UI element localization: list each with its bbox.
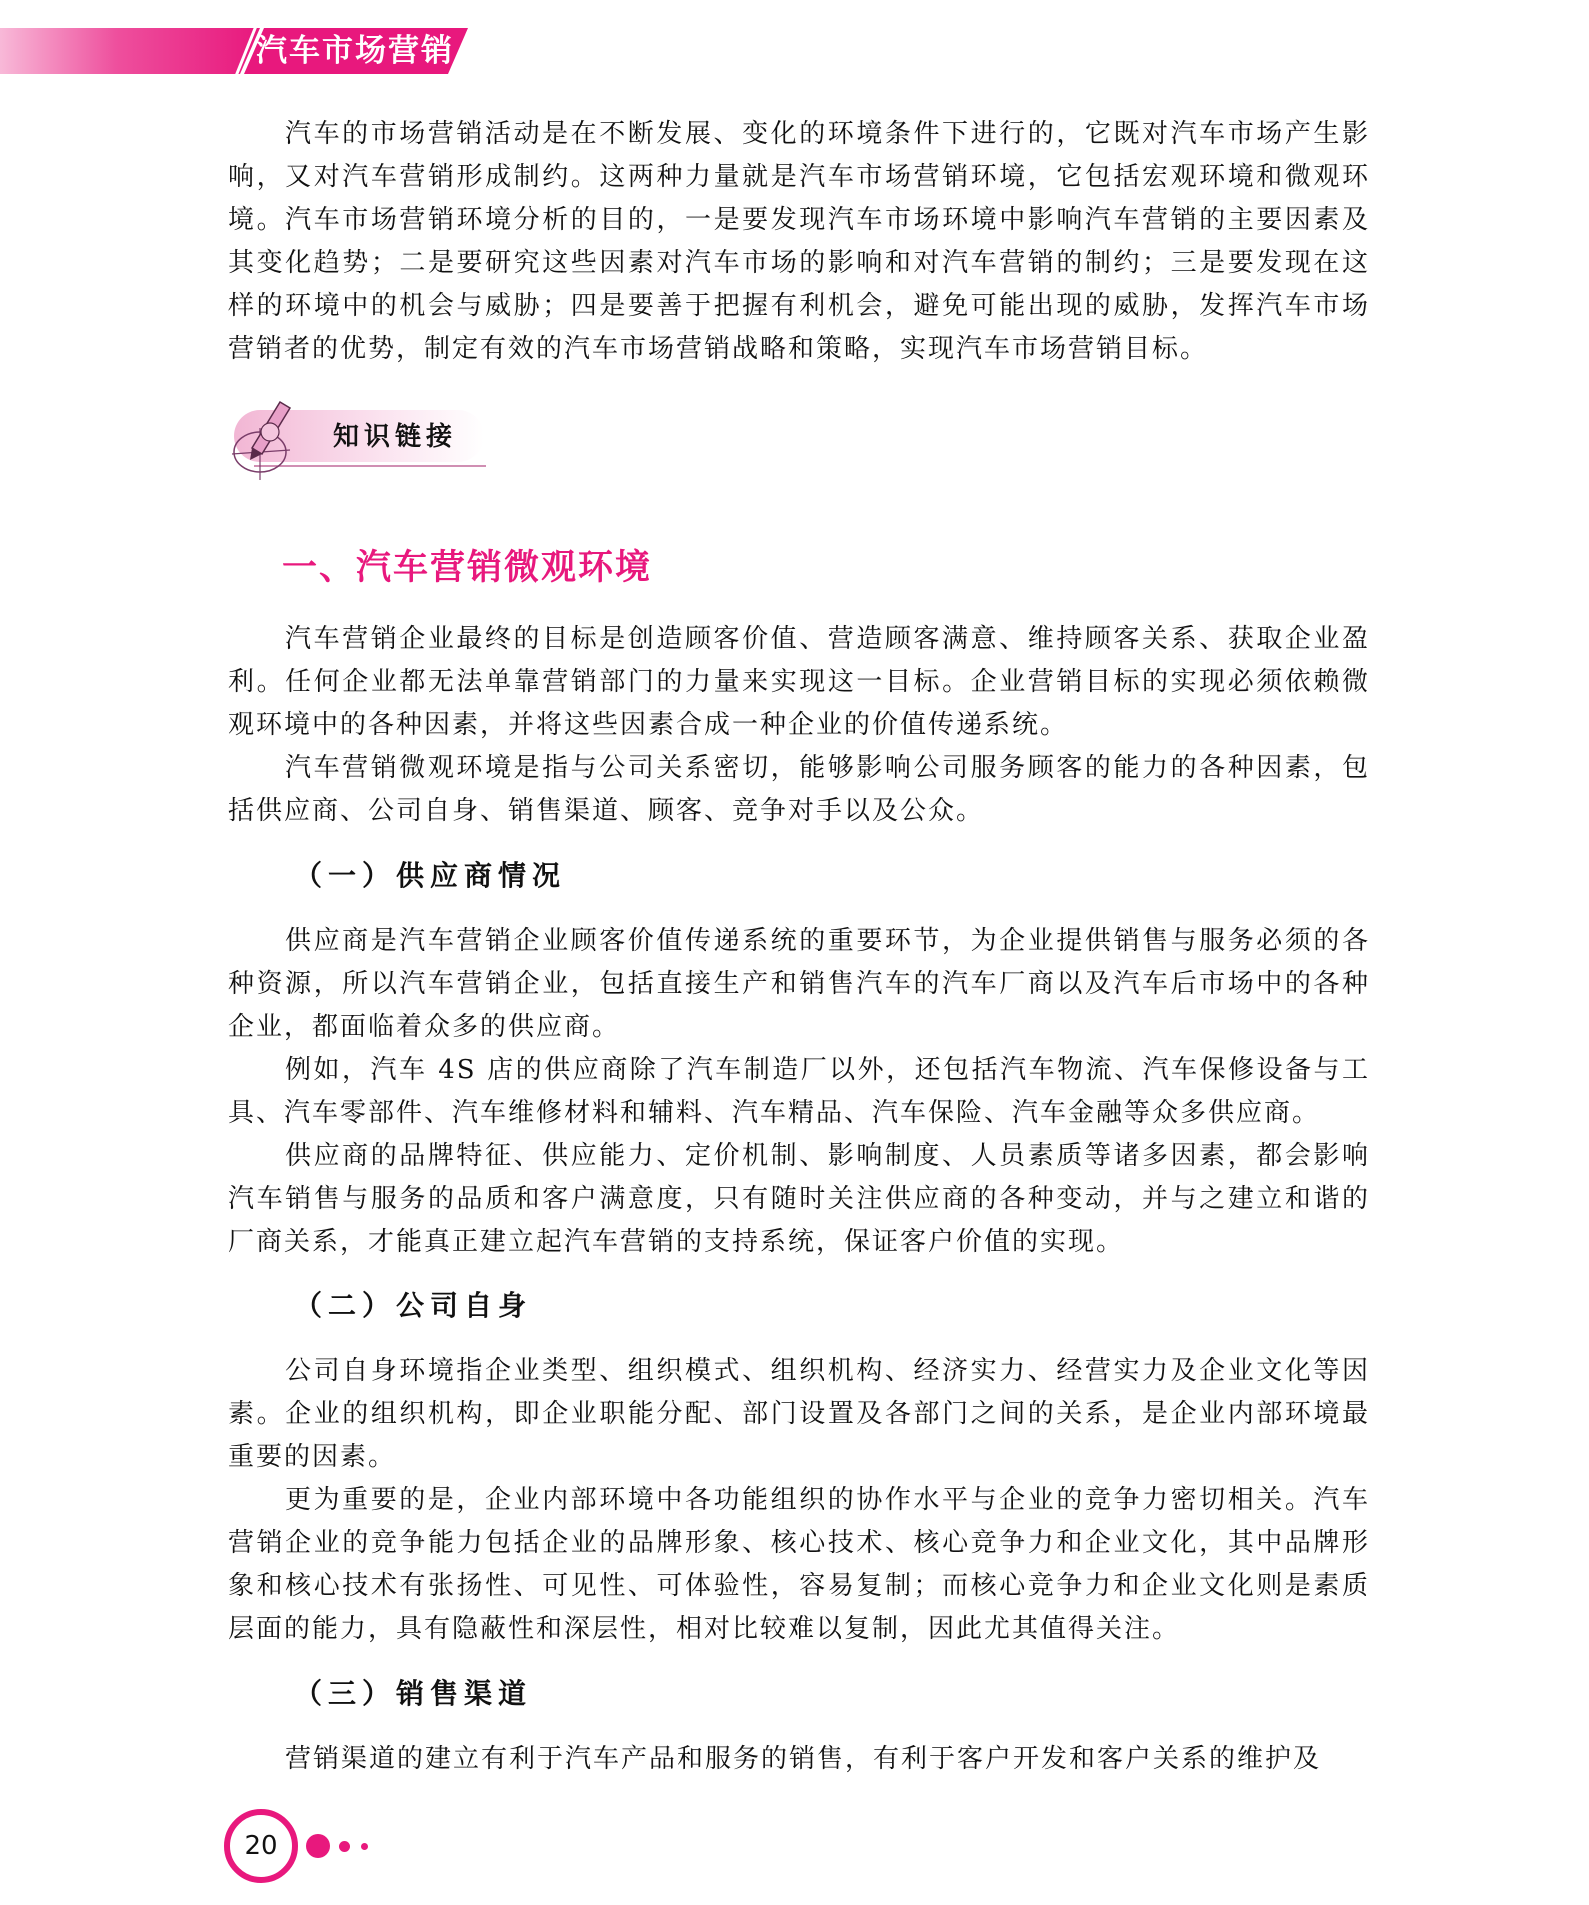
page-dot-medium	[339, 1841, 350, 1852]
subsection-3-paragraph-1: 营销渠道的建立有利于汽车产品和服务的销售，有利于客户开发和客户关系的维护及	[285, 1744, 1322, 1774]
subsection-2-paragraph-2: 更为重要的是，企业内部环境中各功能组织的协作水平与企业的竞争力密切相关。汽车营销企业的竞争能力包括企业的品牌形象、核心技术、核心竞争力和企业文化，其中品牌形象和核心技术有张扬性、可见性、可体验性，容易复制；而核心竞争力和企业文化则是素质层面的能力，具有隐蔽性和深层性，相对比较难以复制，因此尤其值得关注。	[228, 1485, 1370, 1644]
subsection-1-paragraph-3: 供应商的品牌特征、供应能力、定价机制、影响制度、人员素质等诸多因素，都会影响汽车销售与服务的品质和客户满意度，只有随时关注供应商的各种变动，并与之建立和谐的厂商关系，才能真正建立起汽车营销的支持系统，保证客户价值的实现。	[228, 1141, 1370, 1257]
section-paragraph-1: 汽车营销企业最终的目标是创造顾客价值、营造顾客满意、维持顾客关系、获取企业盈利。任何企业都无法单靠营销部门的力量来实现这一目标。企业营销目标的实现必须依赖微观环境中的各种因素，并将这些因素合成一种企业的价值传递系统。	[228, 624, 1370, 740]
section-paragraph-2: 汽车营销微观环境是指与公司关系密切，能够影响公司服务顾客的能力的各种因素，包括供应商、公司自身、销售渠道、顾客、竞争对手以及公众。	[228, 753, 1370, 826]
intro-paragraph: 汽车的市场营销活动是在不断发展、变化的环境条件下进行的，它既对汽车市场产生影响，又对汽车营销形成制约。这两种力量就是汽车市场营销环境，它包括宏观环境和微观环境。汽车市场营销环境分析的目的，一是要发现汽车市场环境中影响汽车营销的主要因素及其变化趋势；二是要研究这些因素对汽车市场的影响和对汽车营销的制约；三是要发现在这样的环境中的机会与威胁；四是要善于把握有利机会，避免可能出现的威胁，发挥汽车市场营销者的优势，制定有效的汽车市场营销战略和策略，实现汽车市场营销目标。	[228, 119, 1370, 364]
page-dot-small	[361, 1843, 368, 1850]
subsection-heading-company: （二）公司自身	[294, 1289, 533, 1322]
header-title: 汽车市场营销	[256, 33, 454, 69]
page-dot-large	[306, 1834, 330, 1858]
subsection-1-paragraph-1: 供应商是汽车营销企业顾客价值传递系统的重要环节，为企业提供销售与服务必须的各种资源，所以汽车营销企业，包括直接生产和销售汽车的汽车厂商以及汽车后市场中的各种企业，都面临着众多的供应商。	[228, 926, 1370, 1042]
page-number: 20	[244, 1831, 278, 1861]
knowledge-link-label: 知识链接	[333, 422, 458, 452]
subsection-2-paragraph-1: 公司自身环境指企业类型、组织模式、组织机构、经济实力、经营实力及企业文化等因素。企业的组织机构，即企业职能分配、部门设置及各部门之间的关系，是企业内部环境最重要的因素。	[228, 1356, 1370, 1472]
section-title: 一、汽车营销微观环境	[282, 548, 653, 588]
subsection-heading-channels: （三）销售渠道	[294, 1677, 533, 1710]
subsection-1-paragraph-2: 例如，汽车 4S 店的供应商除了汽车制造厂以外，还包括汽车物流、汽车保修设备与工具、汽车零部件、汽车维修材料和辅料、汽车精品、汽车保险、汽车金融等众多供应商。	[228, 1055, 1370, 1128]
subsection-heading-suppliers: （一）供应商情况	[294, 859, 567, 892]
